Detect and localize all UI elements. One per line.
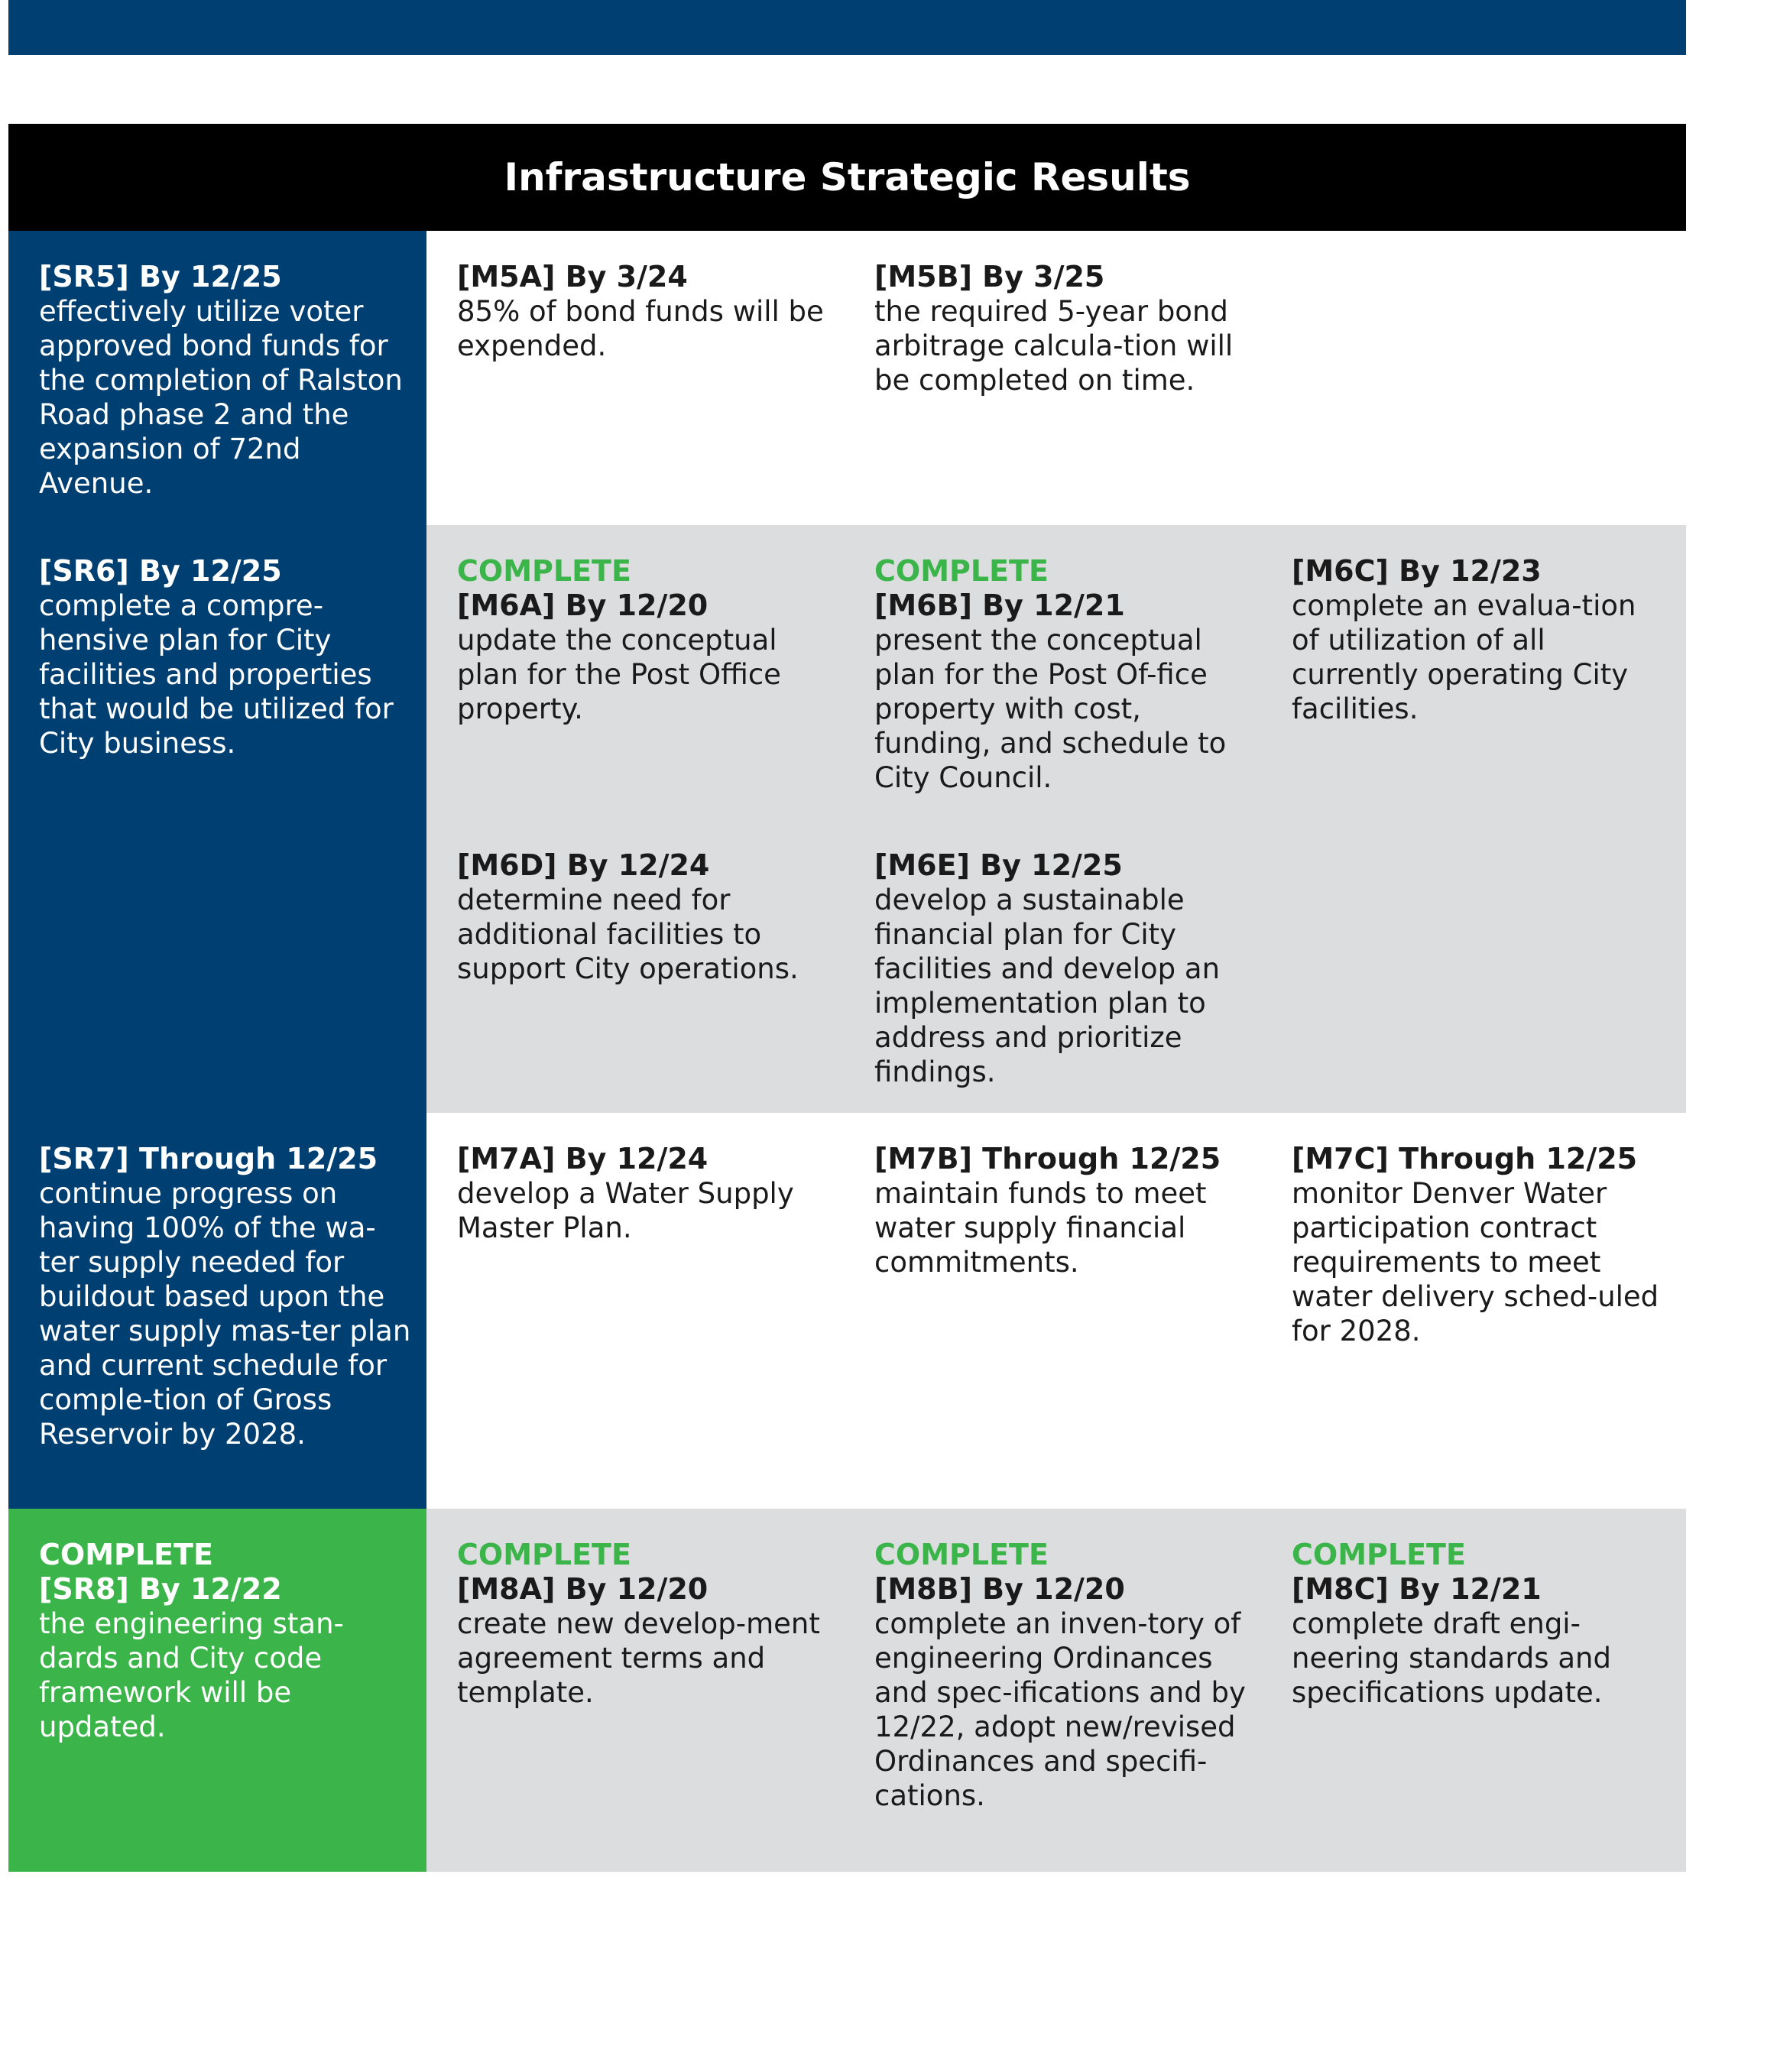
measure-m8a: [426, 1509, 844, 1710]
strategic-result-row-sr6: [8, 525, 1686, 1113]
measure-m8b: [844, 1509, 1261, 1813]
measure-m5b: [844, 231, 1261, 397]
strategic-result-sr6: [8, 525, 426, 1113]
strategic-result-sr8: [8, 1509, 426, 1872]
measure-m5a: [426, 231, 844, 363]
top-banner: [8, 0, 1686, 55]
measure-description: create new develop-ment agreement terms and template.: [457, 1607, 820, 1709]
measure-title: [M6B] By 12/21: [874, 589, 1125, 622]
strategic-result-row-sr7: [8, 1113, 1686, 1509]
measure-description: complete draft engi-neering standards and specifications update.: [1292, 1607, 1611, 1709]
sr-description: effectively utilize voter approved bond funds for the completion of Ralston Road phase 2 and the expansion of 72nd Avenue.: [39, 295, 403, 500]
measure-m6c: [1261, 525, 1678, 726]
strategic-result-row-sr5: [8, 231, 1686, 525]
strategic-result-sr5: [8, 231, 426, 525]
status-complete-label: COMPLETE: [457, 1538, 631, 1571]
measure-title: [M7A] By 12/24: [457, 1142, 709, 1175]
status-complete-label: COMPLETE: [1292, 1538, 1466, 1571]
status-complete-label: COMPLETE: [457, 554, 631, 588]
measure-description: develop a Water Supply Master Plan.: [457, 1177, 794, 1244]
measure-title: [M8B] By 12/20: [874, 1572, 1125, 1606]
strategic-result-row-sr8: [8, 1509, 1686, 1872]
measure-title: [M7B] Through 12/25: [874, 1142, 1221, 1175]
measure-description: present the conceptual plan for the Post Of-fice property with cost, funding, and schedule to City Council.: [874, 624, 1227, 794]
measure-m7b: [844, 1113, 1261, 1279]
measure-description: complete an evalua-tion of utilization of all currently operating City facilities.: [1292, 589, 1636, 725]
status-complete-label: COMPLETE: [874, 1538, 1049, 1571]
status-complete-label: COMPLETE: [39, 1538, 213, 1571]
measure-m6a: [426, 525, 844, 726]
sr-title: [SR7] Through 12/25: [39, 1142, 378, 1175]
sr-description: complete a compre-hensive plan for City facilities and properties that would be utilized for City business.: [39, 589, 394, 760]
sr-description: continue progress on having 100% of the wa-ter supply needed for buildout based upon the water supply mas-ter plan and current schedule for comple-tion of Gross Reservoir by 2028.: [39, 1177, 411, 1451]
measure-title: [M7C] Through 12/25: [1292, 1142, 1638, 1175]
sr-title: [SR5] By 12/25: [39, 260, 282, 293]
measure-title: [M5B] By 3/25: [874, 260, 1105, 293]
measure-m7c: [1261, 1113, 1678, 1348]
sr-title: [SR8] By 12/22: [39, 1572, 282, 1606]
measure-title: [M6D] By 12/24: [457, 848, 710, 882]
sr-title: [SR6] By 12/25: [39, 554, 282, 588]
measure-description: maintain funds to meet water supply financial commitments.: [874, 1177, 1207, 1279]
measure-description: determine need for additional facilities to support City operations.: [457, 884, 799, 985]
measure-title: [M6E] By 12/25: [874, 848, 1123, 882]
measure-m8c: [1261, 1509, 1678, 1710]
measure-description: update the conceptual plan for the Post Office property.: [457, 624, 781, 725]
measure-description: monitor Denver Water participation contract requirements to meet water delivery sched-uled for 2028.: [1292, 1177, 1659, 1347]
measure-title: [M8A] By 12/20: [457, 1572, 709, 1606]
measure-title: [M6C] By 12/23: [1292, 554, 1542, 588]
measure-m6b: [844, 525, 1261, 795]
measure-m7a: [426, 1113, 844, 1245]
strategic-result-sr7: [8, 1113, 426, 1509]
measure-m6d: [426, 819, 844, 986]
measure-title: [M6A] By 12/20: [457, 589, 709, 622]
measure-title: [M5A] By 3/24: [457, 260, 688, 293]
measure-m6e: [844, 819, 1261, 1089]
measure-title: [M8C] By 12/21: [1292, 1572, 1542, 1606]
status-complete-label: COMPLETE: [874, 554, 1049, 588]
measure-description: the required 5-year bond arbitrage calcula-tion will be completed on time.: [874, 295, 1234, 397]
sr-description: the engineering stan-dards and City code framework will be updated.: [39, 1607, 344, 1743]
measure-description: complete an inven-tory of engineering Ordinances and spec-ifications and by 12/22, adopt new/revised Ordinances and specifi-cations.: [874, 1607, 1246, 1812]
measure-description: develop a sustainable financial plan for City facilities and develop an implementation plan to address and prioritize findings.: [874, 884, 1221, 1088]
measure-description: 85% of bond funds will be expended.: [457, 295, 824, 362]
page-title: Infrastructure Strategic Results: [8, 124, 1686, 231]
